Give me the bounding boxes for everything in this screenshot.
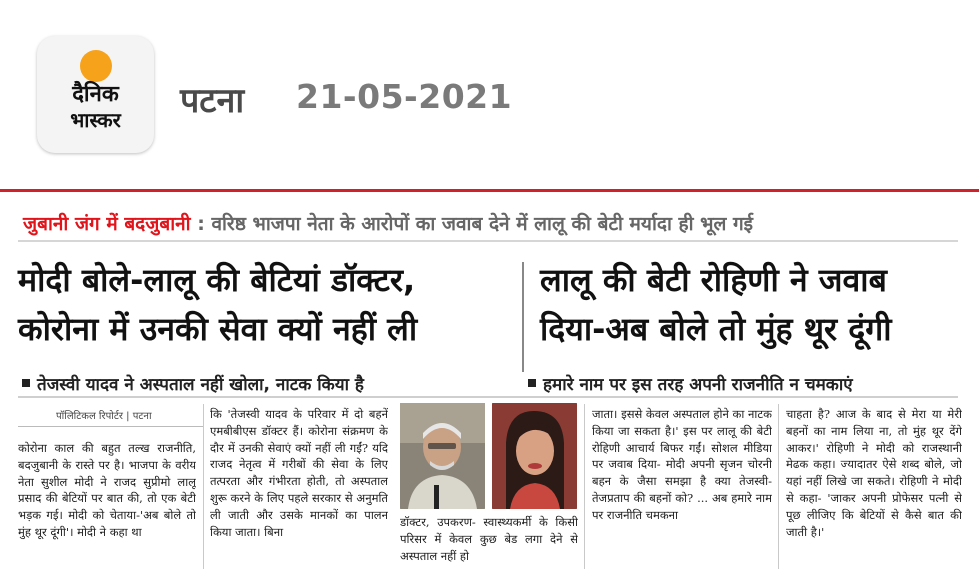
article-column-4: चाहता है? आज के बाद से मेरा या मेरी बहनों का नाम लिया ना, तो मुंह थूर देंगे आकर।' रोहिणी ने मोदी को राजस्थानी मेढक कहा। ज्यादातर ऐसे शब्द बोले, जो यहां नहीं लिखे जा सकते। रोहिणी ने मोदी से कहा- 'जाकर अपनी प्रोफेसर पत्नी से पूछ लीजिए कि बेटियों से कैसे बात की जाती है।': [786, 407, 962, 539]
headline-right: [540, 256, 960, 354]
kicker-underline: [18, 240, 958, 242]
header-divider: [0, 189, 979, 192]
article-column-1: कोरोना काल की बहुत तल्ख राजनीति, बदजुबानी के रास्ते पर है। भाजपा के वरीय नेता सुशील मोदी ने राजद सुप्रीमो लालू प्रसाद की बेटियों पर बात की, तो एक बेटी भड़क गई। मोदी को चेताया-'अब बोले तो मुंह थूर दूंगी'। मोदी ने कहा था: [18, 441, 196, 539]
sun-logo-icon: [80, 50, 112, 82]
column-divider: [778, 404, 779, 569]
headline-right-line-1: लालू की बेटी रोहिणी ने जवाब: [540, 261, 887, 299]
kicker: [23, 211, 958, 237]
byline: पॉलिटिकल रिपोर्टर | पटना: [56, 411, 152, 422]
headline-divider: [522, 262, 524, 372]
headline-right-line-2: दिया-अब बोले तो मुंह थूर दूंगी: [540, 310, 892, 348]
sushil-modi-portrait-icon: [400, 403, 485, 509]
bullet-left-text: तेजस्वी यादव ने अस्पताल नहीं खोला, नाटक किया है: [37, 375, 364, 395]
kicker-highlight: जुबानी जंग में बदजुबानी: [23, 213, 191, 235]
kicker-text: : वरिष्ठ भाजपा नेता के आरोपों का जवाब देने में लालू की बेटी मर्यादा ही भूल गई: [197, 213, 753, 235]
sushil-modi-photo: [400, 403, 485, 509]
article-column-2: कि 'तेजस्वी यादव के परिवार में दो बहनें एमबीबीएस डॉक्टर हैं। कोरोना संक्रमण के दौर में उनकी सेवाएं क्यों नहीं ली गईं? यदि राजद नेतृत्व में गरीबों की सेवा के लिए तत्परता और गंभीरता होती, तो अस्पताल शुरू करने के लिए पहले सरकार से अनुमति ली जाती और उसके मानकों का पालन किया जाता। बिना: [210, 407, 388, 539]
bullet-right-text: हमारे नाम पर इस तरह अपनी राजनीति न चमकाएं: [543, 375, 853, 395]
photo-caption-column: डॉक्टर, उपकरण- स्वास्थ्यकर्मी के किसी परिसर में केवल कुछ बेड लगा देने से अस्पताल नहीं हो: [400, 515, 578, 563]
section-divider: [18, 396, 958, 398]
column-divider: [203, 404, 204, 569]
logo-line-2: भास्कर: [70, 108, 121, 132]
article-column-3: जाता। इससे केवल अस्पताल होने का नाटक किया जा सकता है।' इस पर लालू की बेटी रोहिणी आचार्य बिफर गईं। सोशल मीडिया पर जवाब दिया- मोदी अपनी सृजन चोरनी बहन के जैसा समझा है क्या तेजस्वी- तेजप्रताप की बहनों को? ... अब हमारे नाम पर राजनीति चमकना: [592, 407, 772, 522]
edition-city: पटना: [180, 81, 245, 121]
headline-left-line-2: कोरोना में उनकी सेवा क्यों नहीं ली: [18, 310, 418, 348]
bullet-left: [22, 372, 364, 395]
bullet-square-icon: [528, 379, 536, 387]
bullet-right: [528, 372, 853, 395]
rohini-acharya-photo: [492, 403, 577, 509]
column-divider: [584, 404, 585, 569]
headline-left: [18, 256, 508, 354]
rohini-acharya-portrait-icon: [492, 403, 577, 509]
edition-date: 21-05-2021: [296, 77, 513, 116]
headline-left-line-1: मोदी बोले-लालू की बेटियां डॉक्टर,: [18, 261, 416, 299]
bullet-square-icon: [22, 379, 30, 387]
logo-line-1: दैनिक: [72, 82, 119, 107]
byline-rule: [18, 426, 203, 427]
dainik-bhaskar-logo: [37, 36, 154, 153]
